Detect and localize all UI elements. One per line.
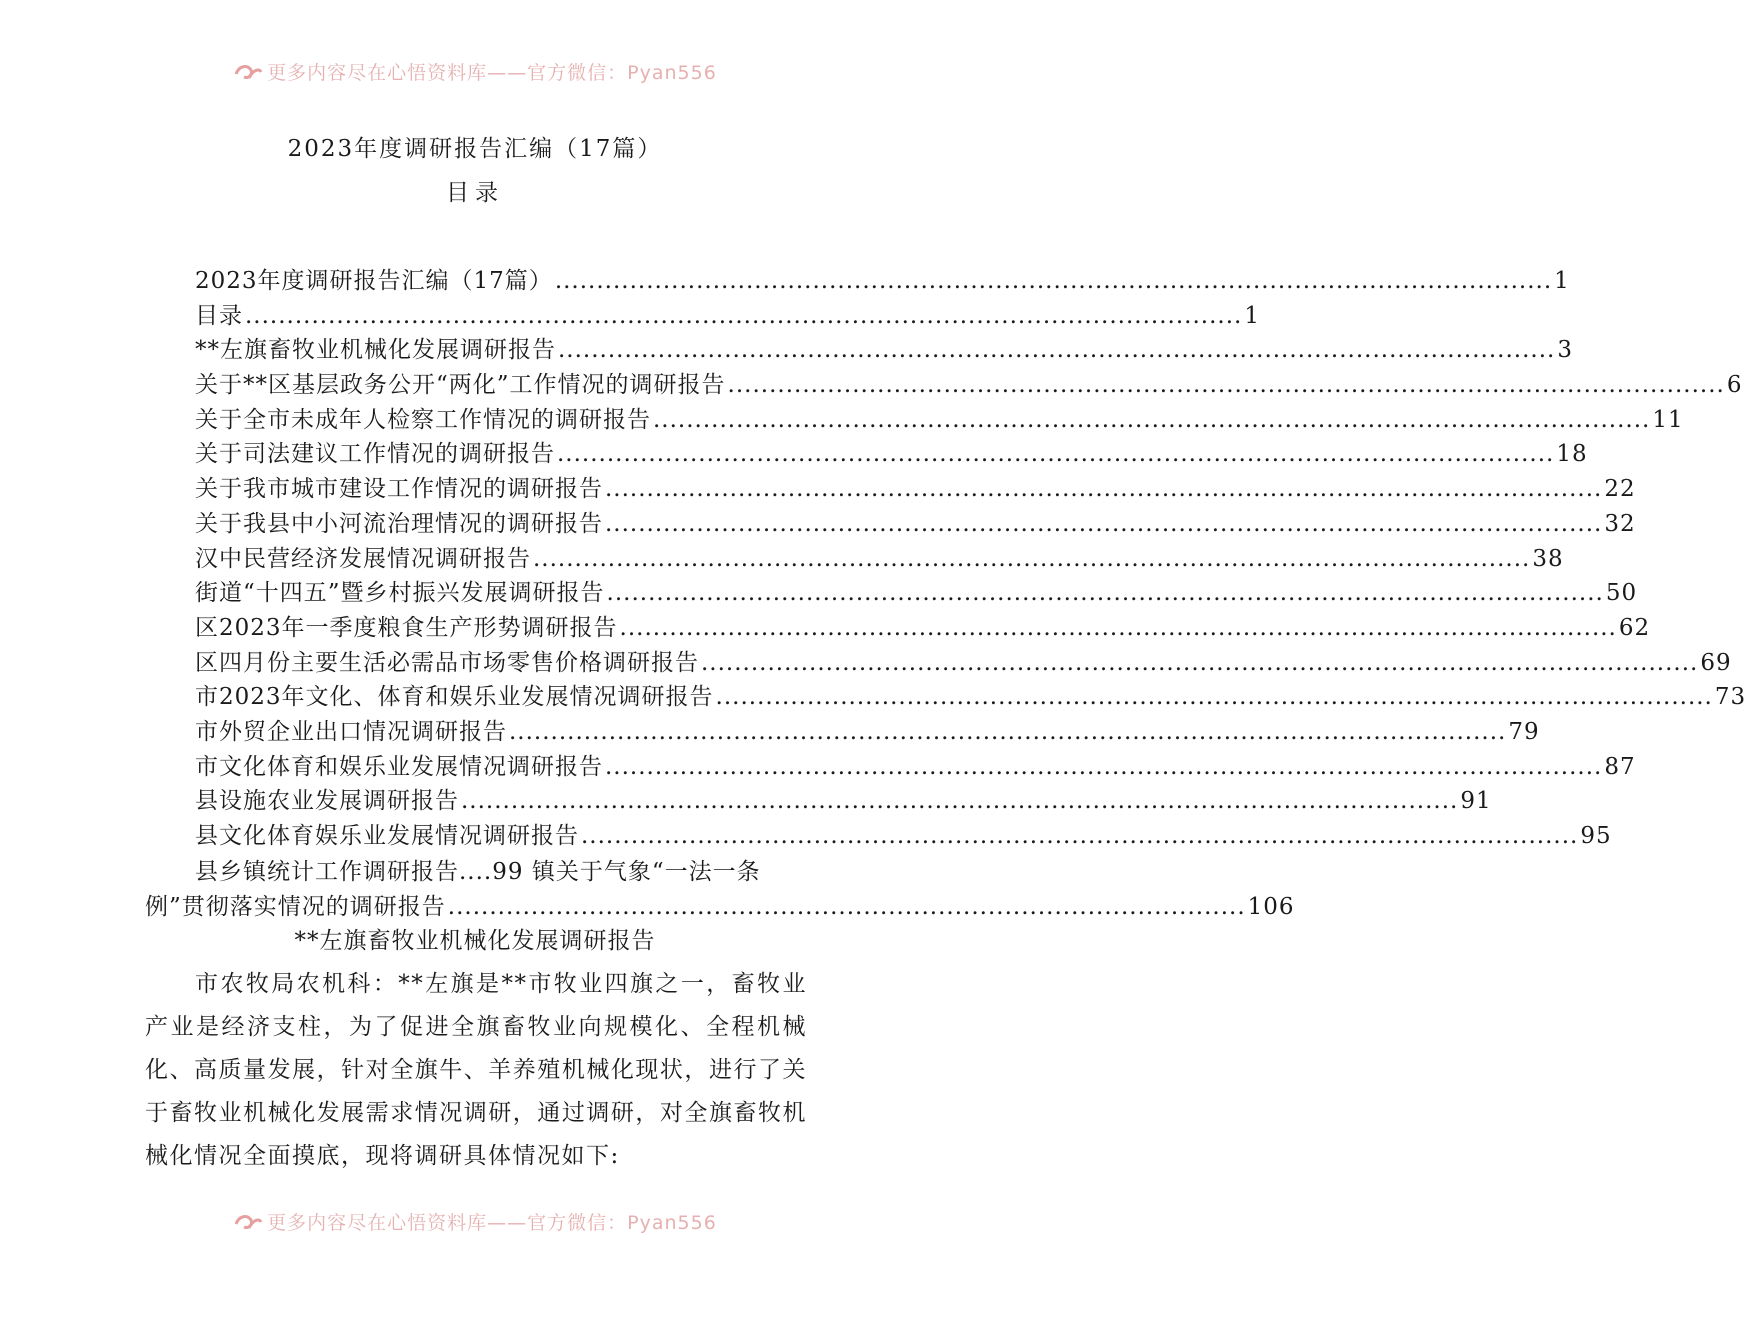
toc-entry[interactable] (195, 817, 1612, 852)
toc-entry[interactable] (195, 297, 1260, 332)
toc-leader-dots: ........................................................................................................................ (605, 476, 1603, 503)
toc-leader-dots: ........................................................................................................................ (606, 580, 1604, 607)
toc-entry-title: 关于我县中小河流治理情况的调研报告 (195, 510, 603, 537)
toc-entry-title: 关于司法建议工作情况的调研报告 (195, 441, 555, 468)
toc-wrapped-line-2-page: 106 (1247, 893, 1295, 920)
section-title: **左旗畜牧业机械化发展调研报告 (294, 928, 656, 954)
toc-leader-dots: ................................................................................................ (447, 893, 1246, 920)
toc-entry[interactable] (195, 574, 1638, 609)
toc-entry[interactable] (195, 401, 1684, 436)
watermark-top (0, 58, 950, 86)
toc-entry[interactable] (195, 470, 1636, 505)
toc-entry-page: 38 (1532, 545, 1564, 572)
toc-entry-page: 62 (1618, 614, 1651, 641)
toc-leader-dots: ........................................................................................................................ (558, 337, 1556, 364)
toc-entry-title: 县设施农业发展调研报告 (195, 788, 459, 815)
toc-entry-title: 市2023年文化、体育和娱乐业发展情况调研报告 (195, 684, 714, 711)
watermark-logo-icon (233, 1212, 263, 1232)
toc-entry[interactable] (195, 331, 1573, 366)
toc-entry-title: 2023年度调研报告汇编（17篇） (195, 268, 553, 294)
toc-entry-title: 街道“十四五”暨乡村振兴发展调研报告 (195, 580, 605, 607)
toc-leader-dots: ........................................................................................................................ (605, 753, 1603, 780)
toc-entry-title: 县文化体育娱乐业发展情况调研报告 (195, 823, 579, 849)
toc-entry[interactable] (195, 644, 1732, 679)
toc-entry-title: 关于全市未成年人检察工作情况的调研报告 (195, 406, 651, 433)
toc-entry[interactable] (195, 713, 1540, 748)
toc-entry-page: 73 (1714, 684, 1746, 711)
toc-entry-title: **左旗畜牧业机械化发展调研报告 (195, 337, 556, 364)
toc-leader-dots: ........................................................................................................................ (653, 406, 1651, 433)
toc-entry[interactable] (195, 505, 1636, 540)
toc-entry-page: 79 (1508, 718, 1540, 745)
toc-entry-page: 1 (1554, 268, 1570, 294)
toc-entry-page: 11 (1652, 406, 1684, 433)
toc-entry-page: 50 (1605, 580, 1638, 607)
toc-entry[interactable] (195, 262, 1570, 297)
toc-entry-title: 目录 (195, 302, 243, 329)
toc-entry-page: 69 (1700, 649, 1732, 676)
toc-entry[interactable] (195, 435, 1588, 470)
toc-wrapped-line-1 (145, 853, 805, 888)
toc-entry-title: 市文化体育和娱乐业发展情况调研报告 (195, 753, 603, 780)
toc-entry-page: 91 (1460, 788, 1492, 815)
toc-entry-page: 3 (1557, 337, 1573, 364)
toc-leader-dots: ........................................................................................................................ (715, 684, 1713, 711)
toc-leader-dots: ........................................................................................................................ (509, 718, 1507, 745)
toc-leader-dots: ........................................................................................................................ (701, 649, 1699, 676)
toc-leader-dots: ........................................................................................................................ (557, 441, 1555, 468)
toc-entry-title: 区2023年一季度粮食生产形势调研报告 (195, 614, 618, 641)
toc-leader-dots: ........................................................................................................................ (581, 823, 1579, 849)
toc-leader-dots: ........................................................................................................................ (533, 545, 1531, 572)
toc-entry-page: 18 (1556, 441, 1588, 468)
toc-wrapped-line-2-text: 例”贯彻落实情况的调研报告 (145, 893, 446, 920)
watermark-text: 更多内容尽在心悟资料库——官方微信：Pyan556 (267, 1212, 717, 1234)
toc-entry-title: 关于我市城市建设工作情况的调研报告 (195, 476, 603, 503)
watermark-bottom (0, 1208, 950, 1236)
toc-entry[interactable] (195, 609, 1651, 644)
toc-entry-title: 汉中民营经济发展情况调研报告 (195, 545, 531, 572)
toc-wrapped-line-1-text: 县乡镇统计工作调研报告....99 镇关于气象“一法一条 (195, 859, 761, 885)
toc-entry-page: 95 (1580, 823, 1612, 849)
toc-entry-title: 市外贸企业出口情况调研报告 (195, 718, 507, 745)
toc-entry-page: 87 (1604, 753, 1636, 780)
watermark-logo-icon (233, 62, 263, 82)
toc-heading: 目录 (446, 180, 504, 206)
toc-entry-title: 关于**区基层政务公开“两化”工作情况的调研报告 (195, 372, 726, 399)
watermark-text: 更多内容尽在心悟资料库——官方微信：Pyan556 (267, 62, 717, 84)
toc-entry-page: 22 (1604, 476, 1636, 503)
toc-leader-dots: ........................................................................................................................ (245, 302, 1243, 329)
toc-entry[interactable] (195, 366, 1743, 401)
toc-entry-title: 区四月份主要生活必需品市场零售价格调研报告 (195, 649, 699, 676)
toc-wrapped-entry[interactable] (145, 853, 1295, 922)
toc-leader-dots: ........................................................................................................................ (619, 614, 1617, 641)
toc-leader-dots: ........................................................................................................................ (461, 788, 1459, 815)
toc-entry-page: 1 (1244, 302, 1260, 329)
section-paragraph: 市农牧局农机科：**左旗是**市牧业四旗之一，畜牧业产业是经济支柱，为了促进全旗畜牧业向规模化、全程机械化、高质量发展，针对全旗牛、羊养殖机械化现状，进行了关于畜牧业机械化发展需求情况调研，通过调研，对全旗畜牧机械化情况全面摸底，现将调研具体情况如下: (145, 971, 807, 1169)
toc-entry[interactable] (195, 748, 1636, 783)
toc-wrapped-line-2 (145, 888, 1295, 923)
document-title: 2023年度调研报告汇编（17篇） (287, 136, 663, 162)
toc-entry[interactable] (195, 782, 1492, 817)
table-of-contents (195, 262, 1746, 852)
toc-leader-dots: ........................................................................................................................ (605, 510, 1603, 537)
toc-entry[interactable] (195, 678, 1746, 713)
toc-entry-page: 6 (1726, 372, 1743, 399)
toc-entry[interactable] (195, 540, 1564, 575)
toc-leader-dots: ........................................................................................................................ (554, 268, 1553, 294)
toc-leader-dots: ........................................................................................................................ (727, 372, 1725, 399)
toc-entry-page: 32 (1604, 510, 1636, 537)
